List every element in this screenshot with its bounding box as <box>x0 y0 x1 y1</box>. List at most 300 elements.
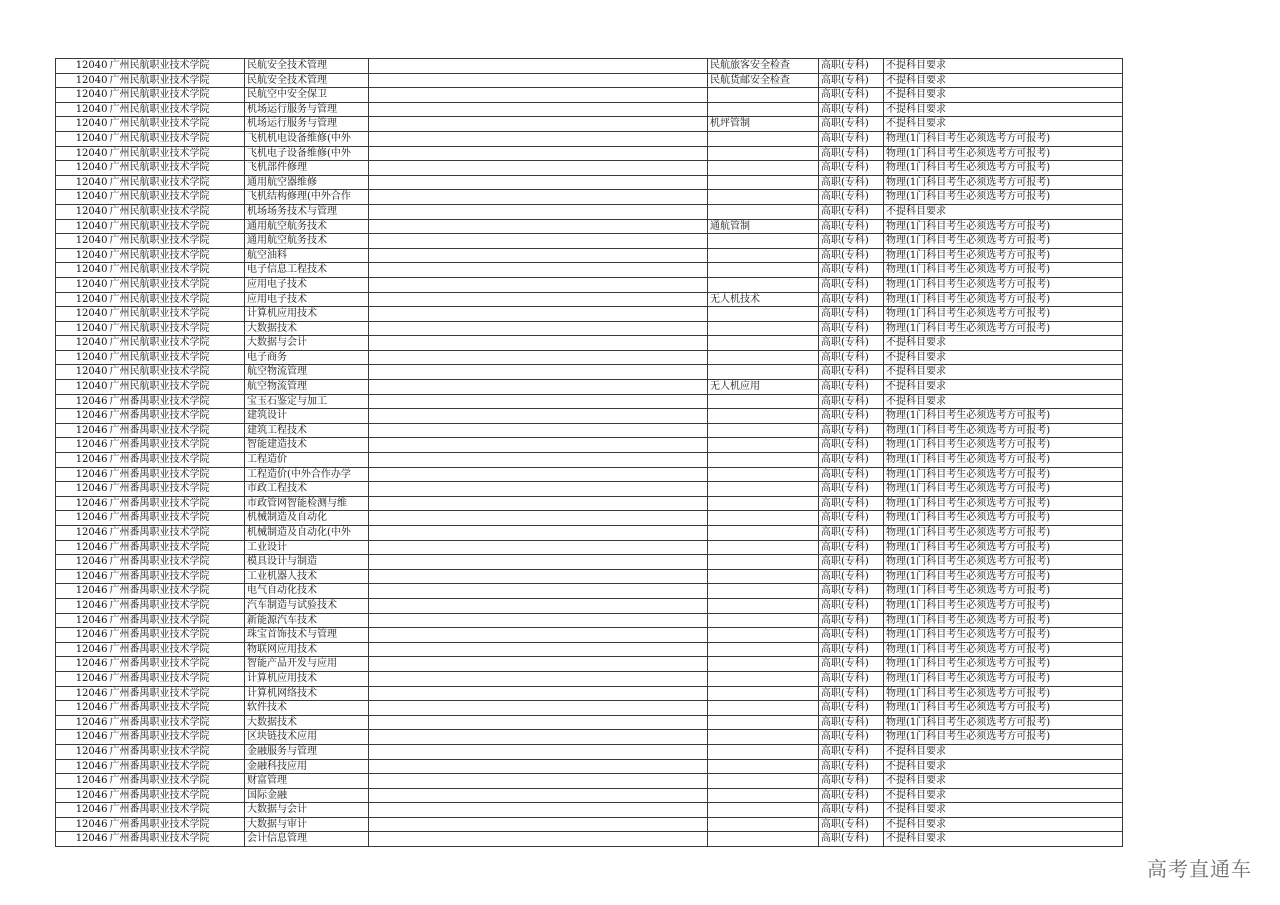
level-cell: 高职(专科) <box>819 292 884 307</box>
school-name-cell: 广州番禺职业技术学院 <box>109 744 245 759</box>
school-code-cell: 12046 <box>56 613 109 628</box>
major-name-cell: 模具设计与制造 <box>245 555 369 570</box>
subject-requirement-cell: 不提科目要求 <box>884 759 1123 774</box>
subject-requirement-cell: 不提科目要求 <box>884 350 1123 365</box>
level-cell: 高职(专科) <box>819 569 884 584</box>
subject-requirement-cell: 不提科目要求 <box>884 88 1123 103</box>
subject-requirement-cell: 物理(1门科目考生必须选考方可报考) <box>884 730 1123 745</box>
school-name-cell: 广州民航职业技术学院 <box>109 321 245 336</box>
table-row <box>56 336 1123 351</box>
level-cell: 高职(专科) <box>819 365 884 380</box>
major-direction-cell <box>708 511 819 526</box>
major-name-cell: 通用航空航务技术 <box>245 234 369 249</box>
school-name-cell: 广州民航职业技术学院 <box>109 336 245 351</box>
table-row <box>56 394 1123 409</box>
major-direction-cell <box>708 321 819 336</box>
subject-requirement-cell: 物理(1门科目考生必须选考方可报考) <box>884 277 1123 292</box>
subject-requirement-cell: 物理(1门科目考生必须选考方可报考) <box>884 628 1123 643</box>
major-direction-cell <box>708 350 819 365</box>
major-direction-cell <box>708 365 819 380</box>
school-code-cell: 12046 <box>56 628 109 643</box>
note-cell <box>369 540 708 555</box>
major-name-cell: 应用电子技术 <box>245 277 369 292</box>
level-cell: 高职(专科) <box>819 423 884 438</box>
major-direction-cell <box>708 453 819 468</box>
table-row <box>56 292 1123 307</box>
major-direction-cell: 民航旅客安全检查 <box>708 59 819 74</box>
subject-requirement-cell: 物理(1门科目考生必须选考方可报考) <box>884 146 1123 161</box>
note-cell <box>369 438 708 453</box>
major-name-cell: 计算机应用技术 <box>245 307 369 322</box>
school-name-cell: 广州民航职业技术学院 <box>109 307 245 322</box>
level-cell: 高职(专科) <box>819 263 884 278</box>
school-code-cell: 12040 <box>56 365 109 380</box>
school-name-cell: 广州民航职业技术学院 <box>109 365 245 380</box>
note-cell <box>369 584 708 599</box>
note-cell <box>369 336 708 351</box>
table-row <box>56 350 1123 365</box>
major-direction-cell <box>708 409 819 424</box>
school-code-cell: 12046 <box>56 715 109 730</box>
subject-requirement-cell: 不提科目要求 <box>884 336 1123 351</box>
major-direction-cell <box>708 730 819 745</box>
subject-requirement-cell: 物理(1门科目考生必须选考方可报考) <box>884 715 1123 730</box>
table-row <box>56 438 1123 453</box>
table-row <box>56 73 1123 88</box>
major-direction-cell: 无人机技术 <box>708 292 819 307</box>
level-cell: 高职(专科) <box>819 102 884 117</box>
school-name-cell: 广州番禺职业技术学院 <box>109 613 245 628</box>
table-row <box>56 190 1123 205</box>
level-cell: 高职(专科) <box>819 438 884 453</box>
note-cell <box>369 161 708 176</box>
level-cell: 高职(专科) <box>819 657 884 672</box>
note-cell <box>369 788 708 803</box>
subject-requirement-cell: 物理(1门科目考生必须选考方可报考) <box>884 219 1123 234</box>
note-cell <box>369 744 708 759</box>
subject-requirement-cell: 不提科目要求 <box>884 394 1123 409</box>
major-name-cell: 民航空中安全保卫 <box>245 88 369 103</box>
major-name-cell: 工程造价(中外合作办学 <box>245 467 369 482</box>
school-name-cell: 广州番禺职业技术学院 <box>109 730 245 745</box>
major-direction-cell <box>708 788 819 803</box>
level-cell: 高职(专科) <box>819 409 884 424</box>
note-cell <box>369 496 708 511</box>
school-name-cell: 广州民航职业技术学院 <box>109 175 245 190</box>
major-name-cell: 市政工程技术 <box>245 482 369 497</box>
school-name-cell: 广州番禺职业技术学院 <box>109 832 245 847</box>
school-code-cell: 12046 <box>56 569 109 584</box>
school-code-cell: 12046 <box>56 788 109 803</box>
school-code-cell: 12040 <box>56 59 109 74</box>
level-cell: 高职(专科) <box>819 73 884 88</box>
school-name-cell: 广州民航职业技术学院 <box>109 234 245 249</box>
school-name-cell: 广州民航职业技术学院 <box>109 292 245 307</box>
school-code-cell: 12040 <box>56 307 109 322</box>
school-name-cell: 广州番禺职业技术学院 <box>109 394 245 409</box>
school-name-cell: 广州民航职业技术学院 <box>109 263 245 278</box>
subject-requirement-cell: 不提科目要求 <box>884 380 1123 395</box>
major-direction-cell <box>708 161 819 176</box>
note-cell <box>369 131 708 146</box>
level-cell: 高职(专科) <box>819 686 884 701</box>
school-code-cell: 12046 <box>56 817 109 832</box>
school-name-cell: 广州民航职业技术学院 <box>109 59 245 74</box>
table-row <box>56 686 1123 701</box>
note-cell <box>369 394 708 409</box>
note-cell <box>369 350 708 365</box>
table-row <box>56 832 1123 847</box>
school-name-cell: 广州番禺职业技术学院 <box>109 526 245 541</box>
subject-requirement-cell: 物理(1门科目考生必须选考方可报考) <box>884 190 1123 205</box>
subject-requirement-cell: 物理(1门科目考生必须选考方可报考) <box>884 598 1123 613</box>
school-name-cell: 广州番禺职业技术学院 <box>109 540 245 555</box>
school-code-cell: 12046 <box>56 686 109 701</box>
major-name-cell: 工业机器人技术 <box>245 569 369 584</box>
major-direction-cell <box>708 657 819 672</box>
level-cell: 高职(专科) <box>819 817 884 832</box>
school-code-cell: 12040 <box>56 277 109 292</box>
level-cell: 高职(专科) <box>819 307 884 322</box>
level-cell: 高职(专科) <box>819 219 884 234</box>
school-code-cell: 12046 <box>56 744 109 759</box>
table-row <box>56 482 1123 497</box>
school-code-cell: 12040 <box>56 117 109 132</box>
watermark-logo-text: 高考直通车 <box>1147 857 1252 881</box>
school-name-cell: 广州番禺职业技术学院 <box>109 467 245 482</box>
major-name-cell: 飞机部件修理 <box>245 161 369 176</box>
note-cell <box>369 219 708 234</box>
major-name-cell: 机械制造及自动化(中外 <box>245 526 369 541</box>
table-row <box>56 175 1123 190</box>
subject-requirement-cell: 物理(1门科目考生必须选考方可报考) <box>884 526 1123 541</box>
table-row <box>56 613 1123 628</box>
major-direction-cell: 机坪管制 <box>708 117 819 132</box>
subject-requirement-cell: 物理(1门科目考生必须选考方可报考) <box>884 175 1123 190</box>
school-code-cell: 12040 <box>56 350 109 365</box>
major-direction-cell <box>708 642 819 657</box>
table-row <box>56 117 1123 132</box>
school-code-cell: 12046 <box>56 438 109 453</box>
table-row <box>56 248 1123 263</box>
school-name-cell: 广州民航职业技术学院 <box>109 73 245 88</box>
table-row <box>56 204 1123 219</box>
table-row <box>56 511 1123 526</box>
school-name-cell: 广州番禺职业技术学院 <box>109 759 245 774</box>
major-direction-cell <box>708 540 819 555</box>
major-name-cell: 宝玉石鉴定与加工 <box>245 394 369 409</box>
major-name-cell: 大数据技术 <box>245 715 369 730</box>
table-row <box>56 496 1123 511</box>
major-name-cell: 国际金融 <box>245 788 369 803</box>
note-cell <box>369 686 708 701</box>
level-cell: 高职(专科) <box>819 146 884 161</box>
table-row <box>56 788 1123 803</box>
level-cell: 高职(专科) <box>819 701 884 716</box>
note-cell <box>369 555 708 570</box>
level-cell: 高职(专科) <box>819 803 884 818</box>
major-name-cell: 市政管网智能检测与维 <box>245 496 369 511</box>
major-direction-cell <box>708 613 819 628</box>
level-cell: 高职(专科) <box>819 715 884 730</box>
school-code-cell: 12046 <box>56 774 109 789</box>
level-cell: 高职(专科) <box>819 277 884 292</box>
school-code-cell: 12040 <box>56 321 109 336</box>
note-cell <box>369 321 708 336</box>
school-name-cell: 广州番禺职业技术学院 <box>109 657 245 672</box>
major-direction-cell <box>708 175 819 190</box>
school-name-cell: 广州民航职业技术学院 <box>109 350 245 365</box>
note-cell <box>369 832 708 847</box>
table-row <box>56 657 1123 672</box>
table-row <box>56 642 1123 657</box>
table-row <box>56 59 1123 74</box>
admission-table <box>55 58 1123 847</box>
school-code-cell: 12046 <box>56 555 109 570</box>
level-cell: 高职(专科) <box>819 117 884 132</box>
school-code-cell: 12040 <box>56 88 109 103</box>
major-direction-cell <box>708 277 819 292</box>
table-row <box>56 146 1123 161</box>
note-cell <box>369 817 708 832</box>
school-code-cell: 12046 <box>56 526 109 541</box>
subject-requirement-cell: 物理(1门科目考生必须选考方可报考) <box>884 234 1123 249</box>
subject-requirement-cell: 物理(1门科目考生必须选考方可报考) <box>884 161 1123 176</box>
table-row <box>56 380 1123 395</box>
note-cell <box>369 380 708 395</box>
major-name-cell: 机场场务技术与管理 <box>245 204 369 219</box>
table-row <box>56 219 1123 234</box>
major-name-cell: 通用航空器维修 <box>245 175 369 190</box>
level-cell: 高职(专科) <box>819 321 884 336</box>
major-direction-cell <box>708 759 819 774</box>
note-cell <box>369 511 708 526</box>
table-row <box>56 234 1123 249</box>
subject-requirement-cell: 不提科目要求 <box>884 102 1123 117</box>
major-direction-cell: 通航管制 <box>708 219 819 234</box>
major-direction-cell <box>708 569 819 584</box>
major-name-cell: 大数据与会计 <box>245 803 369 818</box>
subject-requirement-cell: 物理(1门科目考生必须选考方可报考) <box>884 569 1123 584</box>
note-cell <box>369 117 708 132</box>
note-cell <box>369 146 708 161</box>
school-name-cell: 广州民航职业技术学院 <box>109 248 245 263</box>
level-cell: 高职(专科) <box>819 744 884 759</box>
school-name-cell: 广州民航职业技术学院 <box>109 161 245 176</box>
level-cell: 高职(专科) <box>819 628 884 643</box>
school-name-cell: 广州民航职业技术学院 <box>109 146 245 161</box>
major-direction-cell <box>708 467 819 482</box>
level-cell: 高职(专科) <box>819 175 884 190</box>
table-row <box>56 321 1123 336</box>
note-cell <box>369 467 708 482</box>
major-direction-cell <box>708 817 819 832</box>
major-direction-cell <box>708 803 819 818</box>
major-name-cell: 金融服务与管理 <box>245 744 369 759</box>
subject-requirement-cell: 物理(1门科目考生必须选考方可报考) <box>884 467 1123 482</box>
school-name-cell: 广州番禺职业技术学院 <box>109 584 245 599</box>
major-direction-cell <box>708 146 819 161</box>
subject-requirement-cell: 物理(1门科目考生必须选考方可报考) <box>884 613 1123 628</box>
school-name-cell: 广州番禺职业技术学院 <box>109 482 245 497</box>
table-row <box>56 423 1123 438</box>
school-code-cell: 12040 <box>56 380 109 395</box>
major-name-cell: 民航安全技术管理 <box>245 73 369 88</box>
school-code-cell: 12046 <box>56 584 109 599</box>
major-name-cell: 飞机电子设备维修(中外 <box>245 146 369 161</box>
school-code-cell: 12046 <box>56 701 109 716</box>
table-row <box>56 409 1123 424</box>
note-cell <box>369 59 708 74</box>
school-code-cell: 12046 <box>56 482 109 497</box>
major-direction-cell <box>708 423 819 438</box>
level-cell: 高职(专科) <box>819 204 884 219</box>
subject-requirement-cell: 物理(1门科目考生必须选考方可报考) <box>884 321 1123 336</box>
school-name-cell: 广州民航职业技术学院 <box>109 277 245 292</box>
major-name-cell: 工程造价 <box>245 453 369 468</box>
school-code-cell: 12040 <box>56 336 109 351</box>
school-code-cell: 12046 <box>56 803 109 818</box>
note-cell <box>369 759 708 774</box>
note-cell <box>369 234 708 249</box>
table-row <box>56 263 1123 278</box>
major-name-cell: 航空油料 <box>245 248 369 263</box>
table-row <box>56 526 1123 541</box>
major-direction-cell <box>708 526 819 541</box>
level-cell: 高职(专科) <box>819 336 884 351</box>
table-row <box>56 467 1123 482</box>
school-name-cell: 广州番禺职业技术学院 <box>109 496 245 511</box>
major-direction-cell <box>708 671 819 686</box>
major-direction-cell <box>708 248 819 263</box>
school-code-cell: 12046 <box>56 496 109 511</box>
subject-requirement-cell: 物理(1门科目考生必须选考方可报考) <box>884 555 1123 570</box>
subject-requirement-cell: 物理(1门科目考生必须选考方可报考) <box>884 248 1123 263</box>
school-code-cell: 12046 <box>56 642 109 657</box>
school-name-cell: 广州番禺职业技术学院 <box>109 788 245 803</box>
level-cell: 高职(专科) <box>819 584 884 599</box>
note-cell <box>369 248 708 263</box>
major-name-cell: 机场运行服务与管理 <box>245 117 369 132</box>
subject-requirement-cell: 物理(1门科目考生必须选考方可报考) <box>884 423 1123 438</box>
major-name-cell: 航空物流管理 <box>245 380 369 395</box>
subject-requirement-cell: 物理(1门科目考生必须选考方可报考) <box>884 292 1123 307</box>
level-cell: 高职(专科) <box>819 642 884 657</box>
school-code-cell: 12046 <box>56 409 109 424</box>
school-code-cell: 12046 <box>56 540 109 555</box>
major-name-cell: 大数据与审计 <box>245 817 369 832</box>
major-name-cell: 电子商务 <box>245 350 369 365</box>
table-row <box>56 88 1123 103</box>
major-name-cell: 电气自动化技术 <box>245 584 369 599</box>
school-code-cell: 12040 <box>56 146 109 161</box>
school-name-cell: 广州番禺职业技术学院 <box>109 817 245 832</box>
school-code-cell: 12040 <box>56 204 109 219</box>
note-cell <box>369 701 708 716</box>
major-direction-cell: 民航货邮安全检查 <box>708 73 819 88</box>
table-row <box>56 584 1123 599</box>
school-code-cell: 12040 <box>56 263 109 278</box>
subject-requirement-cell: 物理(1门科目考生必须选考方可报考) <box>884 686 1123 701</box>
level-cell: 高职(专科) <box>819 88 884 103</box>
subject-requirement-cell: 不提科目要求 <box>884 817 1123 832</box>
note-cell <box>369 263 708 278</box>
note-cell <box>369 102 708 117</box>
school-name-cell: 广州番禺职业技术学院 <box>109 686 245 701</box>
level-cell: 高职(专科) <box>819 555 884 570</box>
school-name-cell: 广州番禺职业技术学院 <box>109 671 245 686</box>
major-name-cell: 机场运行服务与管理 <box>245 102 369 117</box>
note-cell <box>369 453 708 468</box>
note-cell <box>369 642 708 657</box>
note-cell <box>369 423 708 438</box>
school-code-cell: 12046 <box>56 657 109 672</box>
school-name-cell: 广州番禺职业技术学院 <box>109 423 245 438</box>
table-row <box>56 569 1123 584</box>
subject-requirement-cell: 物理(1门科目考生必须选考方可报考) <box>884 438 1123 453</box>
table-row <box>56 701 1123 716</box>
school-name-cell: 广州番禺职业技术学院 <box>109 701 245 716</box>
school-code-cell: 12040 <box>56 292 109 307</box>
note-cell <box>369 598 708 613</box>
major-name-cell: 通用航空航务技术 <box>245 219 369 234</box>
school-code-cell: 12046 <box>56 453 109 468</box>
note-cell <box>369 73 708 88</box>
major-name-cell: 计算机应用技术 <box>245 671 369 686</box>
major-direction-cell <box>708 628 819 643</box>
school-name-cell: 广州番禺职业技术学院 <box>109 409 245 424</box>
major-name-cell: 软件技术 <box>245 701 369 716</box>
note-cell <box>369 292 708 307</box>
table-row <box>56 453 1123 468</box>
subject-requirement-cell: 不提科目要求 <box>884 774 1123 789</box>
major-direction-cell <box>708 263 819 278</box>
level-cell: 高职(专科) <box>819 540 884 555</box>
table-row <box>56 102 1123 117</box>
school-name-cell: 广州番禺职业技术学院 <box>109 511 245 526</box>
subject-requirement-cell: 不提科目要求 <box>884 803 1123 818</box>
table-row <box>56 307 1123 322</box>
level-cell: 高职(专科) <box>819 190 884 205</box>
subject-requirement-cell: 不提科目要求 <box>884 365 1123 380</box>
major-direction-cell: 无人机应用 <box>708 380 819 395</box>
subject-requirement-cell: 不提科目要求 <box>884 204 1123 219</box>
table-row <box>56 730 1123 745</box>
table-row <box>56 671 1123 686</box>
school-name-cell: 广州番禺职业技术学院 <box>109 453 245 468</box>
major-name-cell: 智能建造技术 <box>245 438 369 453</box>
major-direction-cell <box>708 686 819 701</box>
school-code-cell: 12046 <box>56 511 109 526</box>
major-direction-cell <box>708 394 819 409</box>
table-row <box>56 628 1123 643</box>
subject-requirement-cell: 物理(1门科目考生必须选考方可报考) <box>884 671 1123 686</box>
level-cell: 高职(专科) <box>819 613 884 628</box>
subject-requirement-cell: 不提科目要求 <box>884 744 1123 759</box>
major-direction-cell <box>708 774 819 789</box>
major-name-cell: 珠宝首饰技术与管理 <box>245 628 369 643</box>
note-cell <box>369 526 708 541</box>
subject-requirement-cell: 不提科目要求 <box>884 59 1123 74</box>
major-direction-cell <box>708 482 819 497</box>
school-code-cell: 12046 <box>56 832 109 847</box>
table-row <box>56 131 1123 146</box>
major-direction-cell <box>708 584 819 599</box>
subject-requirement-cell: 不提科目要求 <box>884 73 1123 88</box>
school-code-cell: 12040 <box>56 175 109 190</box>
level-cell: 高职(专科) <box>819 788 884 803</box>
level-cell: 高职(专科) <box>819 526 884 541</box>
